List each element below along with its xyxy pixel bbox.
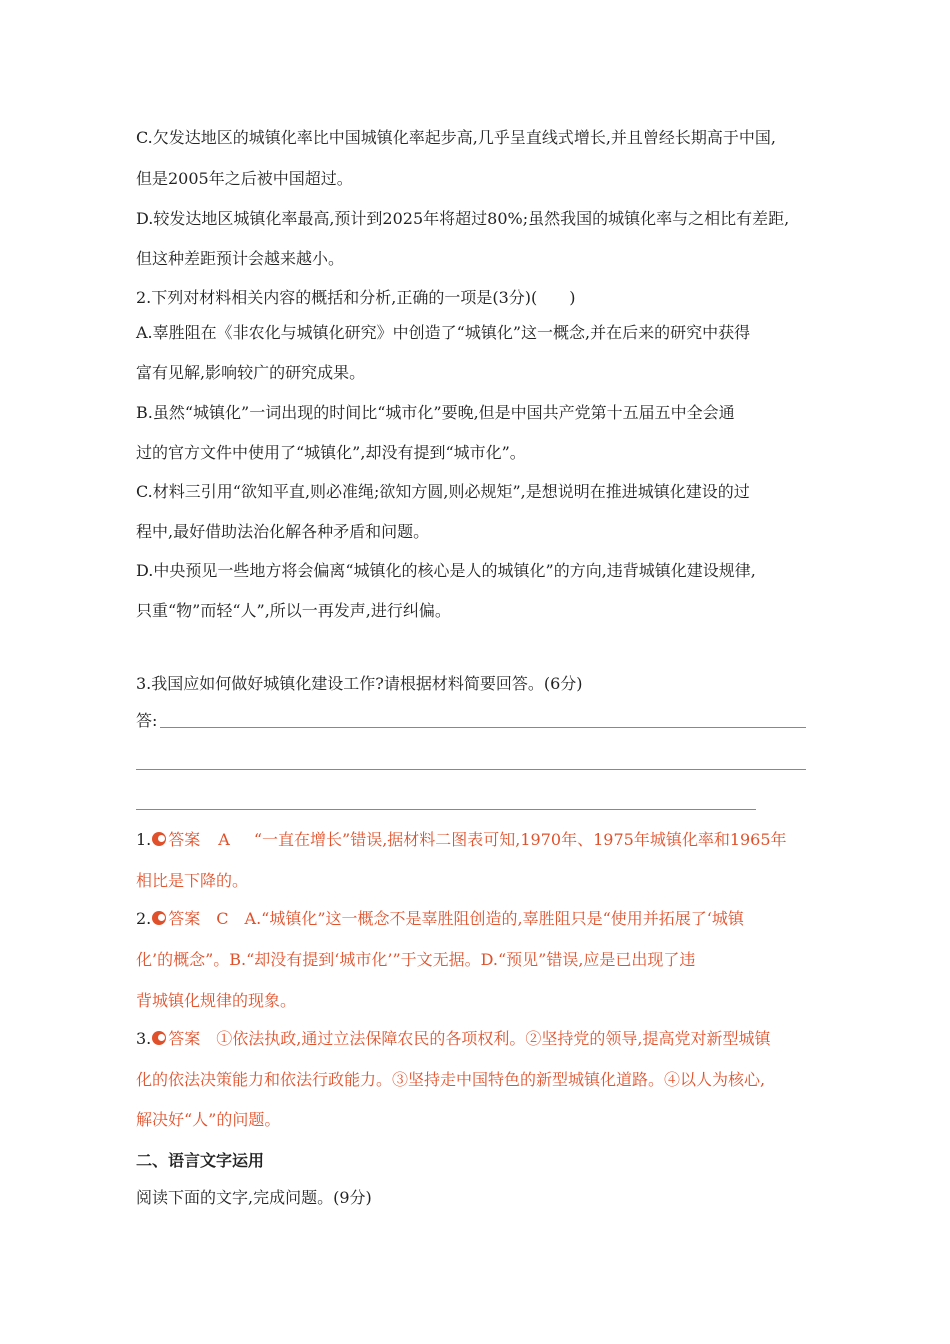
q2-option-b-line2: 过的官方文件中使用了“城镇化”,却没有提到“城市化”。 xyxy=(136,443,526,462)
answer-2-text2: 化’的概念”。B.“却没有提到‘城市化’”于文无据。D.“预见”错误,应是已出现了违 xyxy=(136,950,696,969)
q2-option-d-line2: 只重“物”而轻“人”,所以一再发声,进行纠偏。 xyxy=(136,601,451,620)
answer-2-text3: 背城镇化规律的现象。 xyxy=(136,991,297,1010)
answer-2-number: 2. xyxy=(136,909,152,928)
q2-option-d-line1: D.中央预见一些地方将会偏离“城镇化的核心是人的城镇化”的方向,违背城镇化建设规律, xyxy=(136,561,756,580)
answer-line-3[interactable] xyxy=(136,809,756,810)
answer-1-number: 1. xyxy=(136,830,152,849)
section-2-instruction: 阅读下面的文字,完成问题。(9分) xyxy=(136,1188,372,1207)
answer-1-line1 xyxy=(136,829,787,851)
answer-line-2[interactable] xyxy=(136,769,806,770)
answer-1-label: 答案 xyxy=(168,830,201,849)
answer-2-line1 xyxy=(136,908,744,930)
q3-answer-label: 答: xyxy=(136,711,158,730)
answer-3-text2: 化的依法决策能力和依法行政能力。③坚持走中国特色的新型城镇化道路。④以人为核心, xyxy=(136,1070,766,1089)
section-2-heading: 二、语言文字运用 xyxy=(136,1151,265,1170)
q2-option-a-line1: A.辜胜阻在《非农化与城镇化研究》中创造了“城镇化”这一概念,并在后来的研究中获得 xyxy=(136,323,751,342)
answer-icon xyxy=(152,832,166,846)
q1-option-d-line2: 但这种差距预计会越来越小。 xyxy=(136,249,345,268)
answer-2-text1: A.“城镇化”这一概念不是辜胜阻创造的,辜胜阻只是“使用并拓展了‘城镇 xyxy=(244,909,744,928)
answer-1-choice: A xyxy=(218,830,230,849)
answer-2-label: 答案 xyxy=(168,909,201,928)
answer-2-choice: C xyxy=(216,909,229,928)
answer-1-text1: “一直在增长”错误,据材料二图表可知,1970年、1975年城镇化率和1965年 xyxy=(253,830,787,849)
answer-3-label: 答案 xyxy=(168,1029,201,1048)
q2-stem: 2.下列对材料相关内容的概括和分析,正确的一项是(3分)( ) xyxy=(136,288,576,307)
answer-icon xyxy=(152,911,166,925)
q1-option-d-line1: D.较发达地区城镇化率最高,预计到2025年将超过80%;虽然我国的城镇化率与之相比有差距, xyxy=(136,209,790,228)
answer-1-text2: 相比是下降的。 xyxy=(136,871,249,890)
q1-option-c-line1: C.欠发达地区的城镇化率比中国城镇化率起步高,几乎呈直线式增长,并且曾经长期高于中国, xyxy=(136,128,777,147)
q2-option-c-line1: C.材料三引用“欲知平直,则必准绳;欲知方圆,则必规矩”,是想说明在推进城镇化建设的过 xyxy=(136,482,750,501)
answer-3-text3: 解决好“人”的问题。 xyxy=(136,1110,281,1129)
answer-3-text1: ①依法执政,通过立法保障农民的各项权利。②坚持党的领导,提高党对新型城镇 xyxy=(216,1029,771,1048)
q1-option-c-line2: 但是2005年之后被中国超过。 xyxy=(136,169,353,188)
q3-stem: 3.我国应如何做好城镇化建设工作?请根据材料简要回答。(6分) xyxy=(136,674,583,693)
answer-3-line1 xyxy=(136,1028,770,1050)
q2-option-b-line1: B.虽然“城镇化”一词出现的时间比“城市化”要晚,但是中国共产党第十五届五中全会通 xyxy=(136,403,735,422)
answer-line-1[interactable] xyxy=(160,727,806,728)
q2-option-a-line2: 富有见解,影响较广的研究成果。 xyxy=(136,363,366,382)
answer-icon xyxy=(152,1031,166,1045)
answer-3-number: 3. xyxy=(136,1029,152,1048)
q2-option-c-line2: 程中,最好借助法治化解各种矛盾和问题。 xyxy=(136,522,430,541)
